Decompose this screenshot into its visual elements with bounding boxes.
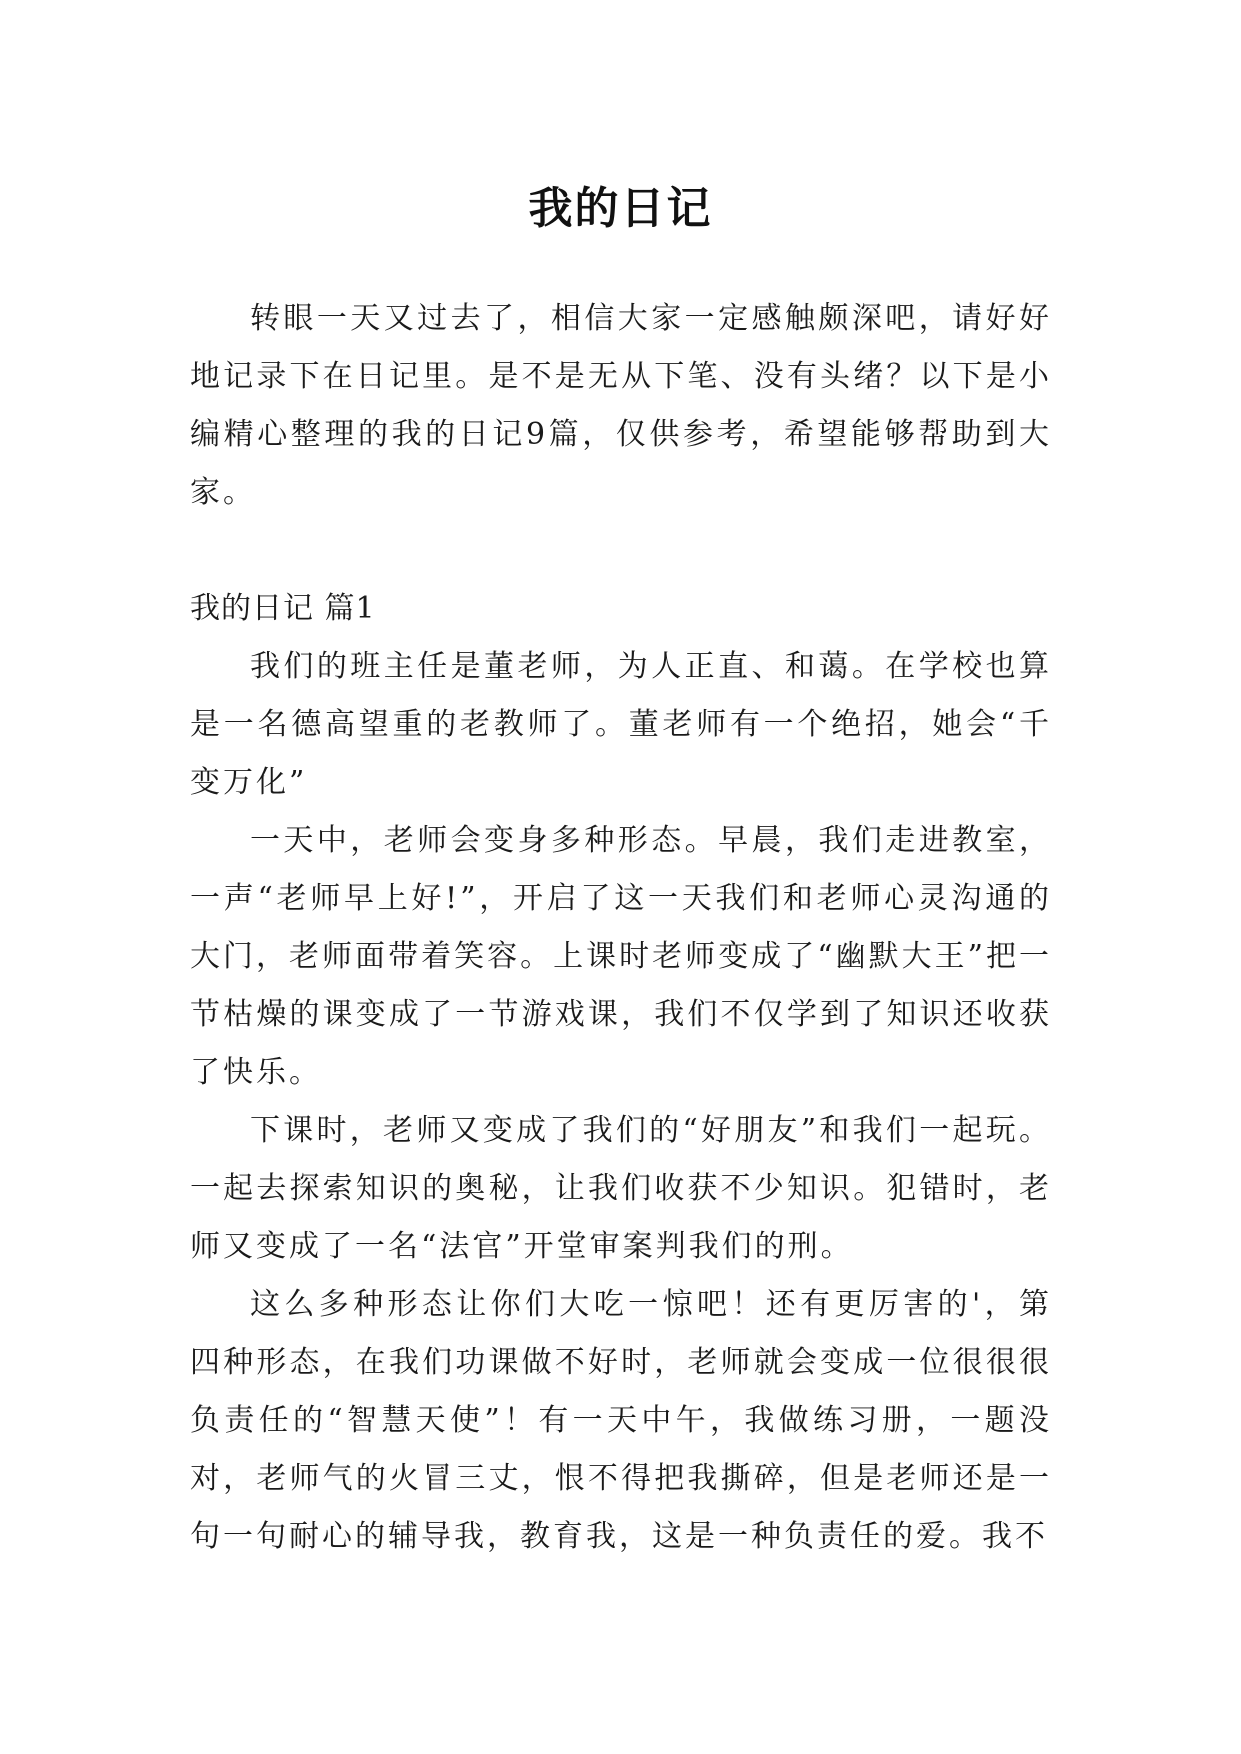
section-heading: 我的日记 篇1	[190, 591, 376, 626]
body-paragraph: 我们的班主任是董老师，为人正直、和蔼。在学校也算是一名德高望重的老教师了。董老师有一个绝招，她会“千变万化”	[190, 649, 1052, 800]
page-title: 我的日记	[528, 183, 713, 235]
body-paragraph: 下课时，老师又变成了我们的“好朋友”和我们一起玩。一起去探索知识的奥秘，让我们收获不少知识。犯错时，老师又变成了一名“法官”开堂审案判我们的刑。	[190, 1113, 1052, 1264]
intro-paragraph: 转眼一天又过去了，相信大家一定感触颇深吧，请好好地记录下在日记里。是不是无从下笔、没有头绪？以下是小编精心整理的我的日记9篇，仅供参考，希望能够帮助到大家。	[190, 301, 1052, 510]
body-paragraph: 这么多种形态让你们大吃一惊吧！还有更厉害的'，第四种形态，在我们功课做不好时，老师就会变成一位很很很负责任的“智慧天使”！有一天中午，我做练习册，一题没对，老师气的火冒三丈，恨不得把我撕碎，但是老师还是一句一句耐心的辅导我，教育我，这是一种负责任的爱。我不	[190, 1287, 1052, 1554]
body-paragraph: 一天中，老师会变身多种形态。早晨，我们走进教室，一声“老师早上好!”，开启了这一天我们和老师心灵沟通的大门，老师面带着笑容。上课时老师变成了“幽默大王”把一节枯燥的课变成了一节游戏课，我们不仅学到了知识还收获了快乐。	[190, 823, 1052, 1090]
document-body	[190, 290, 1052, 1566]
